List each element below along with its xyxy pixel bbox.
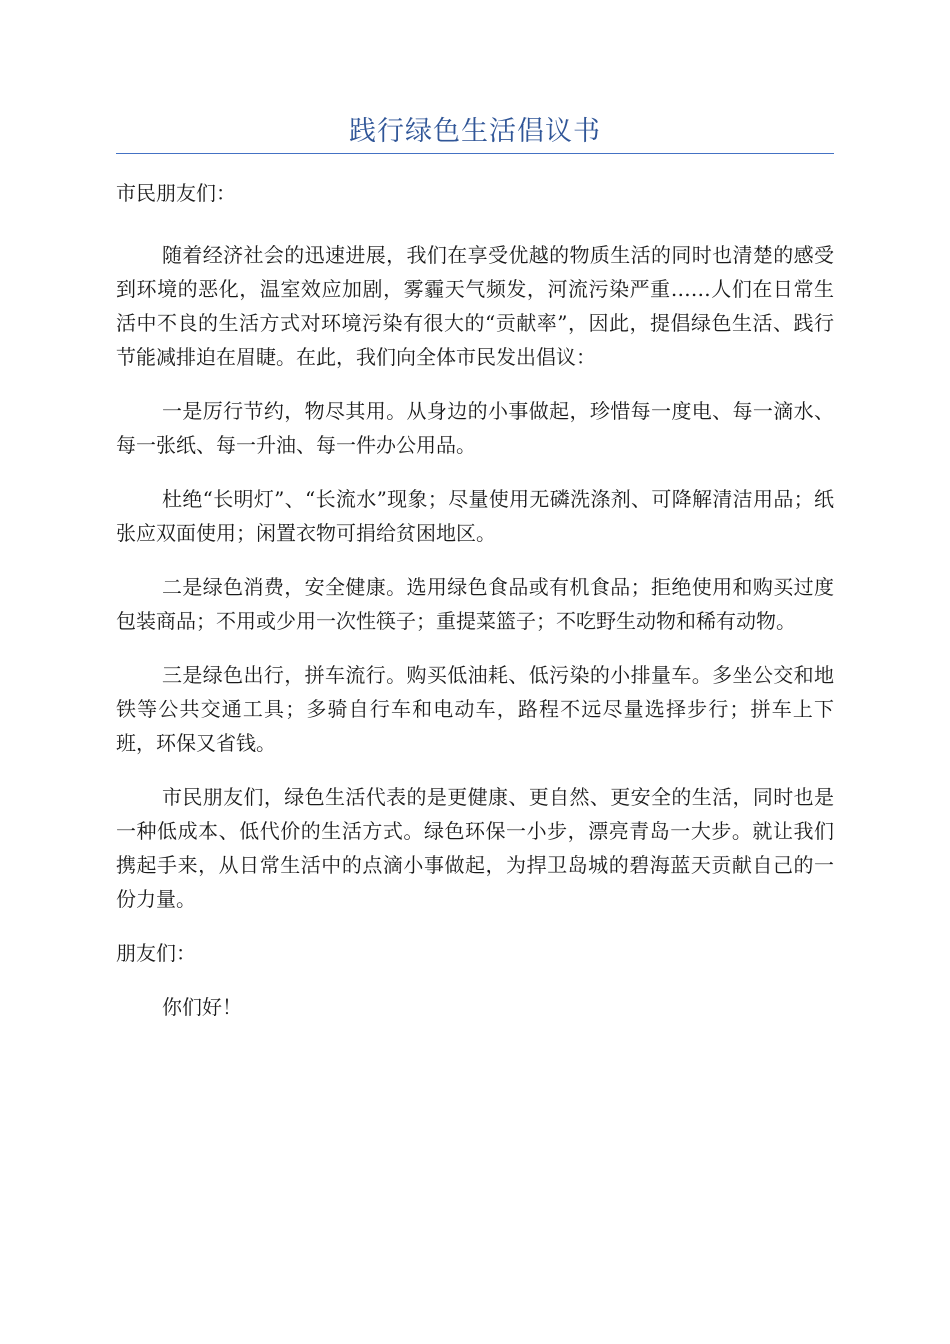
title-underline xyxy=(116,153,834,154)
paragraph-no-waste: 杜绝“长明灯”、“长流水”现象；尽量使用无磷洗涤剂、可降解清洁用品；纸张应双面使用；闲置衣物可捐给贫困地区。 xyxy=(116,487,834,545)
document-body xyxy=(116,176,834,1044)
paragraph-conclusion: 市民朋友们，绿色生活代表的是更健康、更自然、更安全的生活，同时也是一种低成本、低代价的生活方式。绿色环保一小步，漂亮青岛一大步。就让我们携起手来，从日常生活中的点滴小事做起，为捍卫岛城的碧海蓝天贡献自己的一份力量。 xyxy=(116,785,834,911)
closing-greeting: 你们好！ xyxy=(162,995,242,1019)
paragraph-green-travel: 三是绿色出行，拼车流行。购买低油耗、低污染的小排量车。多坐公交和地铁等公共交通工具；多骑自行车和电动车，路程不远尽量选择步行；拼车上下班，环保又省钱。 xyxy=(116,663,834,755)
document-page xyxy=(116,0,834,1344)
paragraph-frugality: 一是厉行节约，物尽其用。从身边的小事做起，珍惜每一度电、每一滴水、每一张纸、每一升油、每一件办公用品。 xyxy=(116,399,834,457)
paragraph-intro: 随着经济社会的迅速进展，我们在享受优越的物质生活的同时也清楚的感受到环境的恶化，温室效应加剧，雾霾天气频发，河流污染严重……人们在日常生活中不良的生活方式对环境污染有很大的“贡献率”，因此，提倡绿色生活、践行节能减排迫在眉睫。在此，我们向全体市民发出倡议： xyxy=(116,243,834,369)
paragraph-green-consumption: 二是绿色消费，安全健康。选用绿色食品或有机食品；拒绝使用和购买过度包装商品；不用或少用一次性筷子；重提菜篮子；不吃野生动物和稀有动物。 xyxy=(116,575,834,633)
salutation: 市民朋友们： xyxy=(116,181,236,205)
closing-salutation: 朋友们： xyxy=(116,941,196,965)
document-title: 践行绿色生活倡议书 xyxy=(349,116,601,147)
